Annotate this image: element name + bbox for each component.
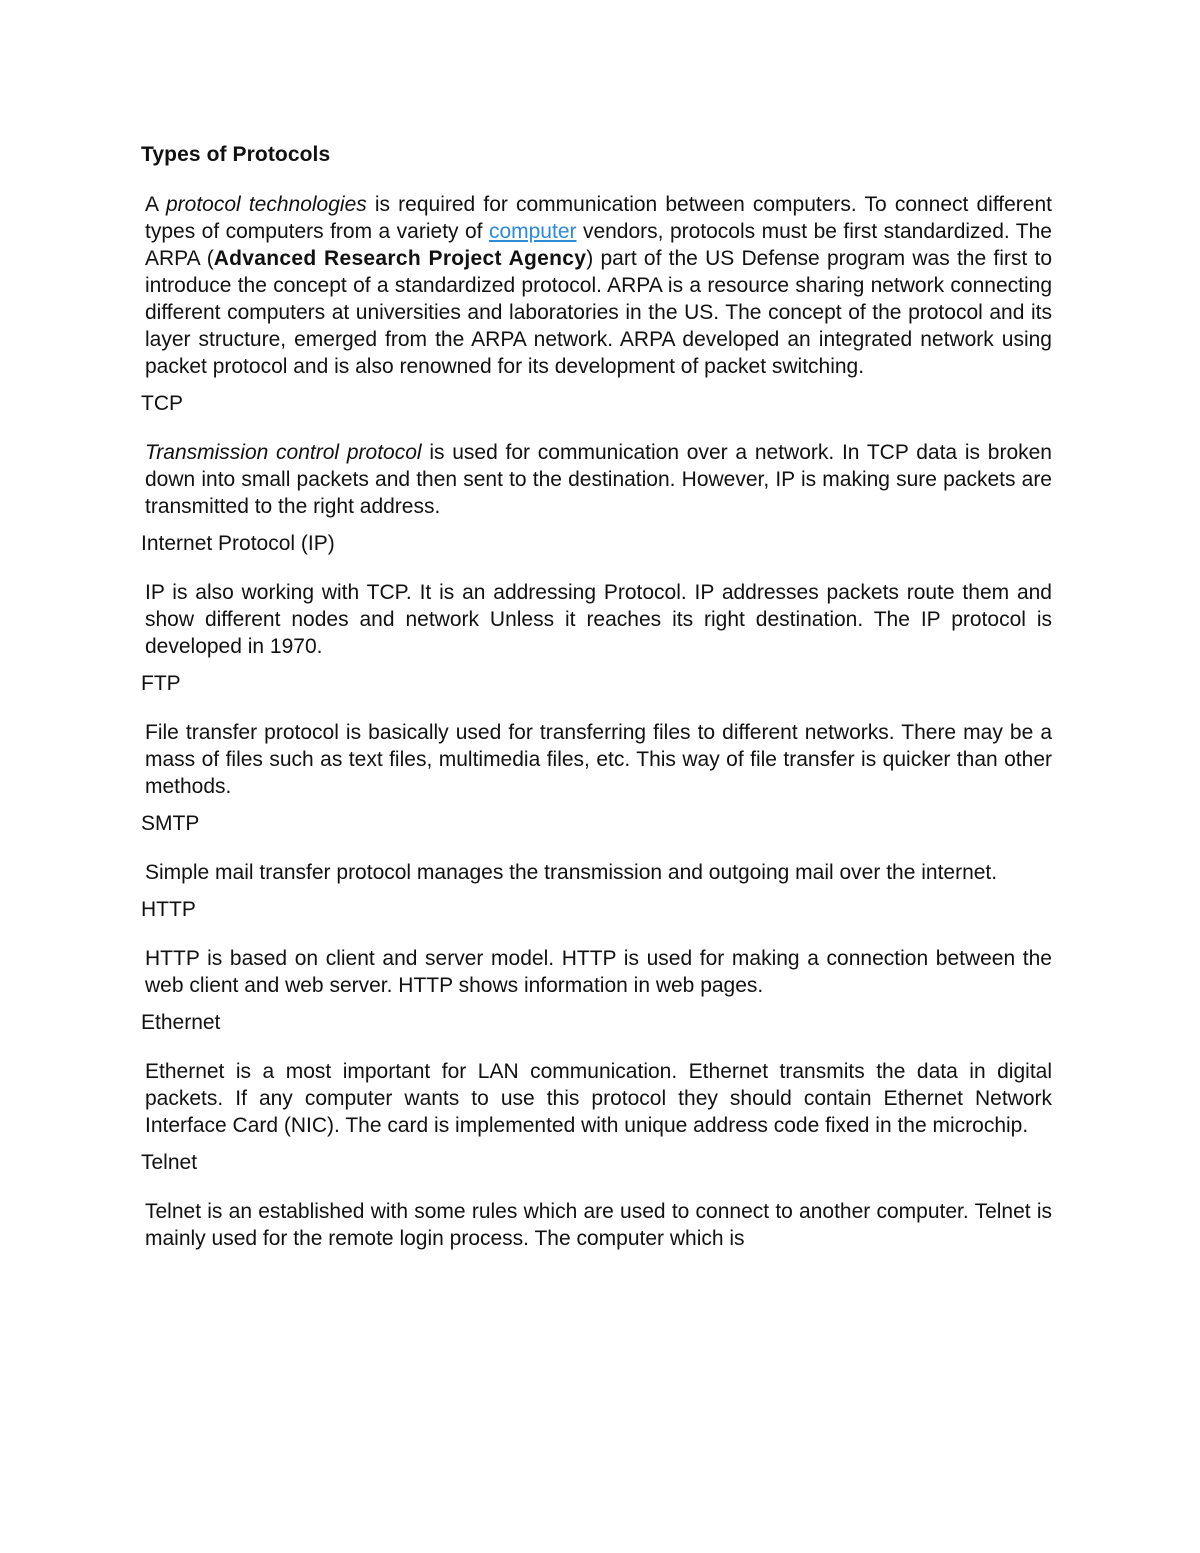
intro-text-4: ) part of the US Defense program was the first to introduce the concept of a standardized protocol. ARPA is a resource sharing network connecting different computers at universities and laboratories in the US. The concept of the protocol and its layer structure, emerged from the ARPA network. ARPA developed an integrated network using packet protocol and is also renowned for its development of packet switching. <box>145 247 1052 378</box>
tcp-heading: TCP <box>141 392 183 415</box>
intro-italic-term: protocol technologies <box>165 193 367 216</box>
telnet-paragraph: Telnet is an established with some rules which are used to connect to another computer. Telnet is mainly used for the remote login process. The computer which is <box>145 1200 1052 1250</box>
tcp-italic-term: Transmission control protocol <box>145 441 422 464</box>
ip-heading: Internet Protocol (IP) <box>141 532 335 555</box>
smtp-heading: SMTP <box>141 812 200 835</box>
ftp-paragraph: File transfer protocol is basically used for transferring files to different networks. There may be a mass of files such as text files, multimedia files, etc. This way of file transfer is quicker than other methods. <box>145 721 1052 798</box>
arpa-full-name: Advanced Research Project Agency <box>213 247 587 270</box>
http-paragraph: HTTP is based on client and server model. HTTP is used for making a connection between the web client and web server. HTTP shows information in web pages. <box>145 947 1052 997</box>
intro-text-2: is required for communication between computers. To connect different types of computers from a variety of <box>145 193 1052 243</box>
ethernet-paragraph: Ethernet is a most important for LAN communication. Ethernet transmits the data in digital packets. If any computer wants to use this protocol they should contain Ethernet Network Interface Card (NIC). The card is implemented with unique address code fixed in the microchip. <box>145 1060 1052 1137</box>
tcp-paragraph <box>145 439 1052 520</box>
intro-paragraph <box>145 191 1052 380</box>
document-body <box>141 141 1052 1252</box>
telnet-heading: Telnet <box>141 1151 198 1174</box>
tcp-text: is used for communication over a network. In TCP data is broken down into small packets and then sent to the destination. However, IP is making sure packets are transmitted to the right address. <box>145 441 1052 518</box>
http-heading: HTTP <box>141 898 196 921</box>
page-title: Types of Protocols <box>141 143 331 166</box>
computer-link[interactable]: computer <box>488 220 577 243</box>
ip-paragraph: IP is also working with TCP. It is an addressing Protocol. IP addresses packets route them and show different nodes and network Unless it reaches its right destination. The IP protocol is developed in 1970. <box>145 581 1052 658</box>
smtp-paragraph: Simple mail transfer protocol manages the transmission and outgoing mail over the internet. <box>145 861 998 884</box>
ftp-heading: FTP <box>141 672 181 695</box>
intro-text-1: A <box>145 193 166 216</box>
ethernet-heading: Ethernet <box>141 1011 221 1034</box>
intro-text-3: vendors, protocols must be first standardized. The ARPA ( <box>145 220 1052 270</box>
